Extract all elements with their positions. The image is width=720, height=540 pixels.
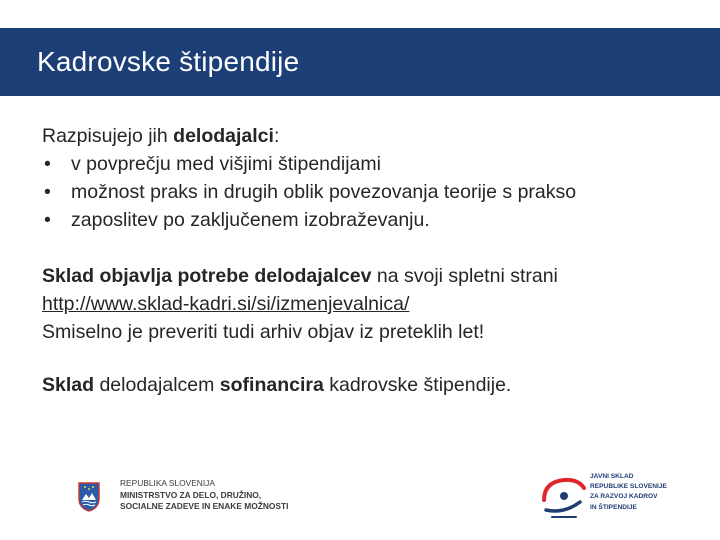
coat-of-arms-icon xyxy=(78,482,100,512)
list-item xyxy=(42,150,682,178)
para3-bold1: Sklad xyxy=(42,374,100,396)
bullet-icon: • xyxy=(44,209,51,231)
list-item xyxy=(42,206,682,234)
intro-prefix: Razpisujejo jih xyxy=(42,125,174,147)
fund-line: IN ŠTIPENDIJE xyxy=(590,503,637,511)
bullet-icon: • xyxy=(44,153,51,175)
fund-name xyxy=(590,472,710,513)
para2-text: na svoji spletni strani xyxy=(371,265,558,287)
fund-line: JAVNI SKLAD xyxy=(590,473,634,480)
paragraph-cofinancing xyxy=(42,371,682,399)
intro-line xyxy=(42,122,682,150)
archive-note: Smiselno je preveriti tudi arhiv objav iz preteklih let! xyxy=(42,321,485,343)
fund-logo xyxy=(538,466,708,532)
ministry-line: REPUBLIKA SLOVENIJA xyxy=(120,478,215,488)
title-bar xyxy=(0,28,720,96)
bullet-icon: • xyxy=(44,181,51,203)
benefit-list xyxy=(42,150,682,234)
para2-bold: Sklad objavlja potrebe delodajalcev xyxy=(42,265,372,287)
para3-bold2: sofinancira xyxy=(219,374,324,396)
list-item-text: zaposlitev po zaključenem izobraževanju. xyxy=(71,209,430,231)
intro-bold: delodajalci xyxy=(173,125,274,147)
page-title: Kadrovske štipendije xyxy=(37,46,300,77)
ministry-name xyxy=(120,478,360,513)
list-item-text: v povprečju med višjimi štipendijami xyxy=(71,153,381,175)
list-item xyxy=(42,178,682,206)
para3-text2: kadrovske štipendije. xyxy=(323,374,512,396)
fund-emblem-icon xyxy=(538,470,588,524)
exchange-link[interactable]: http://www.sklad-kadri.si/si/izmenjevalnica/ xyxy=(42,293,410,315)
para3-text1: delodajalcem xyxy=(99,374,220,396)
paragraph-sklad xyxy=(42,262,682,346)
fund-line: ZA RAZVOJ KADROV xyxy=(590,493,658,501)
fund-line: REPUBLIKE SLOVENIJE xyxy=(590,483,667,491)
list-item-text: možnost praks in drugih oblik povezovanja teorije s prakso xyxy=(71,181,577,203)
intro-suffix: : xyxy=(273,125,280,147)
ministry-line: MINISTRSTVO ZA DELO, DRUŽINO, xyxy=(120,489,262,500)
slide-content xyxy=(42,122,682,399)
ministry-line: SOCIALNE ZADEVE IN ENAKE MOŽNOSTI xyxy=(120,501,289,511)
